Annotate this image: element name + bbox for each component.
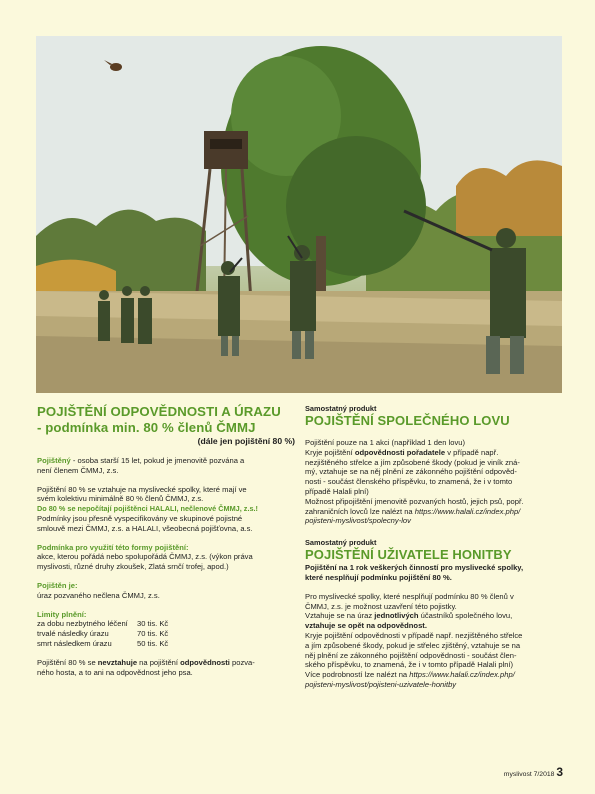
- limit-value: 50 tis. Kč: [137, 638, 169, 648]
- hunting-ground-lead: které nesplňují podmínku pojištění 80 %.: [305, 572, 452, 582]
- joint-hunt-text: nezjištěného střelce a jím způsobené škody (pokud je viník zná-: [305, 457, 520, 467]
- joint-hunt-text: Pojištění pouze na 1 akci (například 1 den lovu): [305, 438, 465, 447]
- limit-value: 30 tis. Kč: [137, 619, 169, 629]
- product-kicker: Samostatný produkt: [305, 538, 377, 548]
- exclusion-paragraph-cont: ného hosta, a to ani na odpovědnost jeho psa.: [37, 667, 193, 677]
- joint-hunt-text: Kryje pojištění odpovědnosti pořadatele v případě např.: [305, 447, 499, 457]
- scope-paragraph-cont: svém kolektivu minimálně 80 % členů ČMMJ, z.s.: [37, 494, 204, 504]
- hunting-photo: [36, 36, 562, 393]
- limit-label: za dobu nezbytného léčení: [37, 619, 128, 629]
- section-title: POJIŠTĚNÍ ODPOVĚDNOSTI A ÚRAZU: [37, 404, 281, 419]
- hunting-ground-text: něj plnění ze zákonného pojištění odpovědnosti - součást člen-: [305, 650, 517, 660]
- hunting-ground-text: vztahuje se opět na odpovědnost.: [305, 621, 427, 631]
- insured-definition: Pojištěný - osoba starší 15 let, pokud je jmenovitě pozvána a: [37, 456, 245, 465]
- insured-heading: Pojištěn je:: [37, 580, 78, 590]
- joint-hunt-link-cont[interactable]: pojisteni-myslivost/spolecny-lov: [305, 516, 411, 526]
- hunting-ground-link-cont[interactable]: pojisteni-myslivost/pojisteni-uzivatele-honitby: [305, 679, 457, 689]
- joint-hunt-text: Možnost připojištění jmenovitě pozvaných hostů, jejich psů, popř.: [305, 496, 524, 506]
- insured-term: Pojištěný: [37, 456, 71, 465]
- hunting-ground-text: Pro myslivecké spolky, které nesplňují podmínku 80 % členů v: [305, 591, 514, 601]
- condition-text: akce, kterou pořádá nebo spolupořádá ČMMJ, z.s. (výkon práva: [37, 552, 253, 562]
- hunting-ground-link[interactable]: https://www.halali.cz/index.php/: [409, 670, 515, 680]
- page-number: 3: [556, 765, 563, 779]
- limit-label: trvalé následky úrazu: [37, 629, 109, 639]
- joint-hunt-text: mý, vztahuje se na něj plnění ze zákonného pojištění odpověd-: [305, 467, 517, 477]
- hunting-ground-lead: Pojištění na 1 rok veškerých činností pro myslivecké spolky,: [305, 563, 524, 573]
- section-title-condition: - podmínka min. 80 % členů ČMMJ: [37, 419, 256, 435]
- exclusion-warning: Do 80 % se nepočítají pojištěnci HALALI, nečlenové ČMMJ, z.s.!: [37, 504, 258, 514]
- scope-paragraph: Pojištění 80 % se vztahuje na myslivecké spolky, které mají ve: [37, 484, 247, 494]
- hunting-ground-text: a jím způsobené škody, pokud je střelec zjištěný, vztahuje se na: [305, 640, 521, 650]
- condition-heading: Podmínka pro využití této formy pojištění:: [37, 542, 189, 552]
- issue-label: myslivost 7/2018: [503, 771, 555, 778]
- left-column: [37, 404, 295, 677]
- limits-heading: Limity plnění:: [37, 609, 87, 619]
- hunting-ground-text: ského příspěvku, to znamená, že i v tomto případě Halali plní): [305, 660, 514, 670]
- condition-text-cont: myslivosti, různé druhy zkoušek, Zlatá srnčí trofej, apod.): [37, 562, 229, 572]
- joint-hunt-text: případě Halali plní): [305, 486, 369, 496]
- joint-hunt-text: nosti - součást členského příspěvku, to znamená, že i v tomto: [305, 477, 513, 487]
- right-column: [305, 404, 563, 690]
- product-kicker: Samostatný produkt: [305, 404, 377, 413]
- insured-definition-cont: není členem ČMMJ, z.s.: [37, 465, 119, 475]
- joint-hunt-link-line: zahraničních lovců lze nalézt na https://www.halali.cz/index.php/: [305, 506, 521, 516]
- joint-hunt-title: POJIŠTĚNÍ SPOLEČNÉHO LOVU: [305, 413, 510, 428]
- section-subtitle: (dále jen pojištění 80 %): [197, 436, 295, 446]
- conditions-paragraph: Podmínky jsou přesně vyspecifikovány ve skupinové pojistné: [37, 513, 243, 523]
- hunting-ground-link-line: Více podrobností lze nalézt na https://www.halali.cz/index.php/: [305, 670, 515, 680]
- joint-hunt-link[interactable]: https://www.halali.cz/index.php/: [414, 506, 521, 516]
- conditions-paragraph-cont: smlouvě mezi ČMMJ, z.s. a HALALI, všeobecná pojišťovna, a.s.: [37, 523, 253, 533]
- hunting-scene-illustration: [36, 36, 562, 393]
- page-footer: [504, 765, 563, 779]
- limit-value: 70 tis. Kč: [137, 629, 169, 639]
- hunting-ground-text: Kryje pojištění odpovědnosti v případě např. nezjištěného střelce: [305, 630, 523, 640]
- exclusion-paragraph: Pojištění 80 % se nevztahuje na pojištění odpovědnosti pozva-: [37, 657, 255, 667]
- limits-table: [37, 619, 295, 648]
- hunting-ground-text: Vztahuje se na úraz jednotlivých účastníků společného lovu,: [305, 611, 513, 621]
- hunting-ground-text: ČMMJ, z.s. je možnost uzavření této pojistky.: [305, 601, 457, 611]
- hunting-ground-title: POJIŠTĚNÍ UŽIVATELE HONITBY: [305, 547, 512, 563]
- insured-text: úraz pozvaného nečlena ČMMJ, z.s.: [37, 590, 160, 600]
- limit-label: smrt následkem úrazu: [37, 638, 112, 648]
